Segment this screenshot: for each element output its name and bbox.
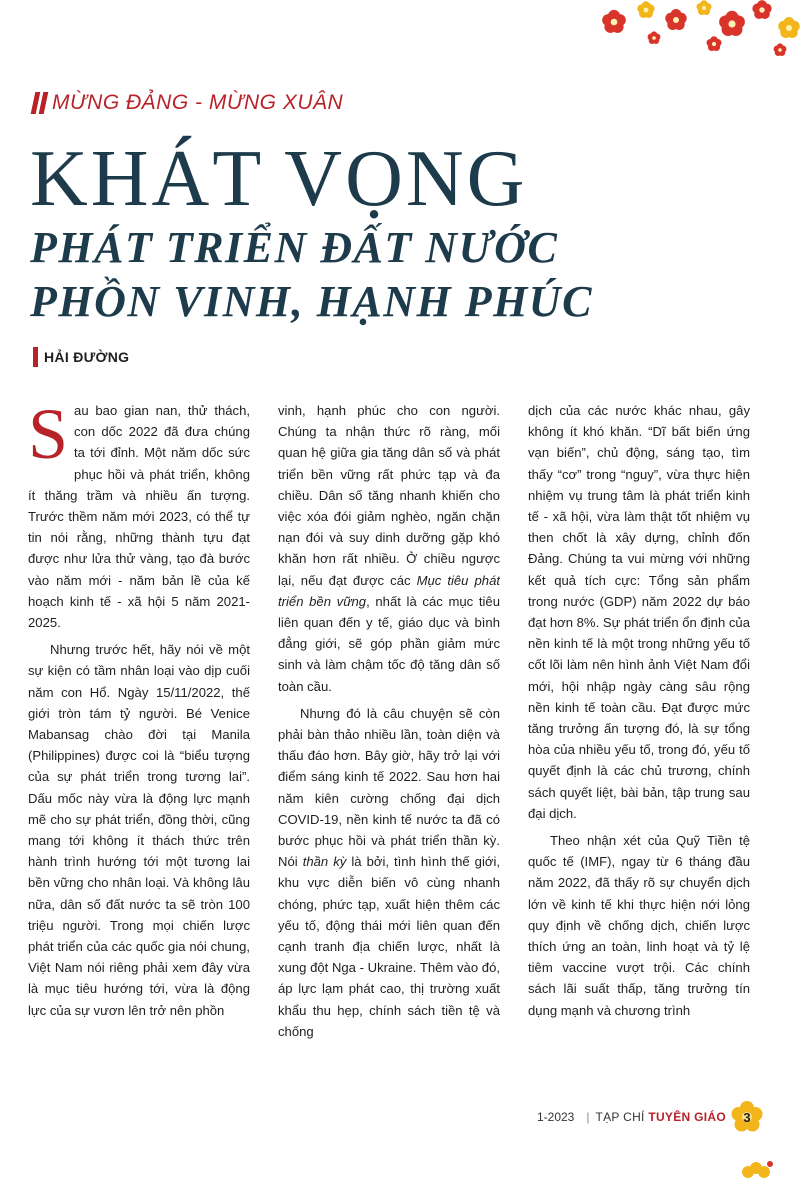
blossom-icon: [752, 0, 771, 19]
page-number: 3: [743, 1109, 751, 1125]
blossom-icon: [665, 9, 686, 30]
byline: [33, 347, 129, 367]
paragraph-text: au bao gian nan, thử thách, con dốc 2022 đã đưa chúng ta tới đỉnh. Một năm dốc sức phục hồi và phát triển, không ít thăng trầm và nhiều ấn tượng. Trước thềm năm mới 2023, có thể tự tin nói rằng, những thành tựu đạt được như lửa thử vàng, tạo đà bước vào năm mới - năm bản lề của kế hoạch kinh tế - xã hội 5 năm 2021-2025.: [28, 403, 250, 631]
subheadline-line-2: PHỒN VINH, HẠNH PHÚC: [30, 277, 593, 326]
paragraph-text: , nhất là các mục tiêu liên quan đến y tế, giáo dục và bình đẳng giới, sẽ góp phần giảm mức sinh và làm chậm tốc độ tăng dân số toàn cầu.: [278, 593, 500, 694]
section-tag: [33, 90, 343, 116]
magazine-title: TUYÊN GIÁO: [648, 1110, 726, 1124]
article-body: [28, 400, 750, 1072]
paragraph: dịch của các nước khác nhau, gây không ít khó khăn. “Dĩ bất biến ứng vạn biến”, chủ động, sáng tạo, tìm thấy “cơ” trong “nguy”, vừa thực hiện nhiệm vụ trung tâm là phát triển kinh tế - xã hội, vừa làm thật tốt nhiệm vụ then chốt là xây dựng, chỉnh đốn Đảng. Chúng ta vui mừng với những kết quả tích cực: Tổng sản phẩm trong nước (GDP) năm 2022 dự báo đạt hơn 8%. Sự phát triển ổn định của nền kinh tế là một trong những yếu tố cốt lõi làm nên hình ảnh Việt Nam đổi mới, hội nhập ngày càng sâu rộng nền kinh tế toàn cầu. Đạt được mức tăng trưởng ấn tượng đó, là sự tổng hòa của nhiều yếu tố, trong đó, yếu tố quyết định là các chủ trương, chính sách quyết liệt, bài bản, tập trung sau đại dịch.: [528, 403, 750, 821]
column-1: [28, 400, 250, 1072]
paragraph-text: Nhưng đó là câu chuyện sẽ còn phải bàn thảo nhiều lần, toàn diện và thấu đáo hơn. Bây giờ, hãy trở lại với điểm sáng kinh tế 2022. Sau hơn hai năm kiên cường chống đại dịch COVID-19, nền kinh tế nước ta đã có bước phục hồi và phát triển thần kỳ. Nói: [278, 705, 500, 870]
blossom-icon: [648, 31, 661, 44]
subheadline-line-1: PHÁT TRIỂN ĐẤT NƯỚC: [30, 223, 559, 272]
blossom-icon: [696, 0, 711, 15]
blossom-icon: [637, 1, 654, 18]
paragraph: [278, 703, 500, 1042]
issue-number: 1-2023: [536, 1110, 575, 1124]
emphasis-text: Mục tiêu phát triển bền vững: [278, 572, 500, 609]
blossom-icon: [719, 11, 745, 36]
section-label: MỪNG ĐẢNG - MỪNG XUÂN: [52, 91, 344, 114]
paragraph: [278, 400, 500, 697]
paragraph: [28, 400, 250, 633]
blossom-icon: [778, 17, 799, 38]
blossom-icon: [774, 43, 787, 56]
bottom-flower-decoration: [736, 1158, 776, 1178]
blossom-icon: [706, 36, 721, 51]
byline-marker: [33, 347, 38, 367]
section-marker: [33, 92, 46, 114]
page-footer: [537, 1100, 764, 1134]
column-3: [528, 400, 750, 1072]
page-number-badge: [730, 1100, 764, 1134]
magazine-name: [595, 1110, 726, 1124]
paragraph-text: là bởi, tình hình thế giới, khu vực diễn biến vô cùng nhanh chóng, phức tạp, xuất hiện thêm các yếu tố, động thái mới liên quan đến cạnh tranh địa chiến lược, nhất là xung đột Nga - Ukraine. Thêm vào đó, áp lực lạm phát cao, thị trường xuất khẩu thu hẹp, chính sách tiền tệ và chống: [278, 854, 500, 1039]
blossom-icon: [602, 10, 626, 33]
footer-separator: |: [586, 1110, 590, 1124]
paragraph-text: vinh, hạnh phúc cho con người. Chúng ta nhận thức rõ ràng, mối quan hệ giữa gia tăng dân số và phát triển bền vững rất phức tạp và đa chiều. Dân số tăng nhanh khiến cho việc xóa đói giảm nghèo, ngăn chặn nạn đói và suy dinh dưỡng gặp khó khăn hơn rất nhiều. Ở chiều ngược lại, nếu đạt được các: [278, 403, 500, 588]
magazine-prefix: TẠP CHÍ: [595, 1110, 649, 1124]
plum-blossom-decoration: [584, 0, 804, 60]
emphasis-text: thần kỳ: [302, 854, 347, 870]
drop-cap: S: [28, 400, 69, 474]
column-2: [278, 400, 500, 1072]
headline: KHÁT VỌNG: [30, 135, 528, 223]
paragraph: Nhưng trước hết, hãy nói về một sự kiện có tầm nhân loại vào dịp cuối năm con Hổ. Ngày 15/11/2022, thế giới tròn tám tỷ người. Bé Venice Mabansag chào đời tại Manila (Philippines) được coi là “biểu tượng của sự phát triển trong tương lai”. Dấu mốc này vừa là động lực mạnh mẽ cho sự phát triển, đồng thời, cũng mang tới không ít thách thức trên hành trình hướng tới một tương lai bền vững cho nhân loại. Và không lâu nữa, dân số đất nước ta sẽ tròn 100 triệu người. Trong mọi chiến lược phát triển của các quốc gia nói chung, Việt Nam nói riêng phải xem đây vừa là mục tiêu hướng tới, vừa là động lực của sự vươn lên trở nên phồn: [28, 642, 250, 1018]
author-name: HẢI ĐƯỜNG: [44, 349, 130, 365]
paragraph: Theo nhận xét của Quỹ Tiền tệ quốc tế (IMF), ngay từ 6 tháng đầu năm 2022, đã thấy rõ sự chuyển dịch lớn về kinh tế khi thực hiện nới lỏng quy định về chống dịch, chiến lược thích ứng an toàn, linh hoạt và tỷ lệ tiêm vaccine vượt trội. Các chính sách lãi suất thấp, tăng trưởng tín dụng mạnh và chương trình: [528, 833, 750, 1018]
